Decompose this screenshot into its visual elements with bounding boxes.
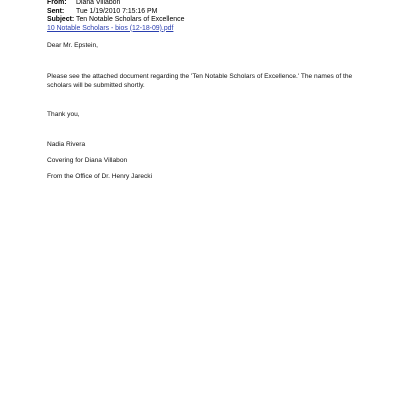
subject-label: Subject: — [47, 16, 75, 23]
sender-name: Nadia Rivera — [47, 141, 86, 148]
sent-label: Sent: — [47, 7, 65, 15]
body-paragraph: Please see the attached document regarding the 'Ten Notable Scholars of Excellence.' The names of the scholars will be submitted shortly. — [47, 73, 353, 89]
from-row — [47, 0, 367, 8]
subject-row — [47, 16, 367, 25]
from-label: From: — [47, 0, 67, 6]
sent-row — [47, 8, 367, 17]
sent-value: Tue 1/19/2010 7:15:16 PM — [76, 7, 158, 15]
email-header — [47, 0, 367, 33]
covering-line: Covering for Diana Villabon — [47, 157, 128, 164]
office-line: From the Office of Dr. Henry Jarecki — [47, 173, 153, 180]
attachment-link[interactable]: 10 Notable Scholars - bios (12-18-09).pdf — [47, 24, 174, 32]
closing-text: Thank you, — [47, 111, 80, 118]
greeting-text: Dear Mr. Epstein, — [47, 42, 98, 49]
subject-value: Ten Notable Scholars of Excellence — [76, 16, 185, 23]
from-value: Diana Villabon — [76, 0, 121, 6]
